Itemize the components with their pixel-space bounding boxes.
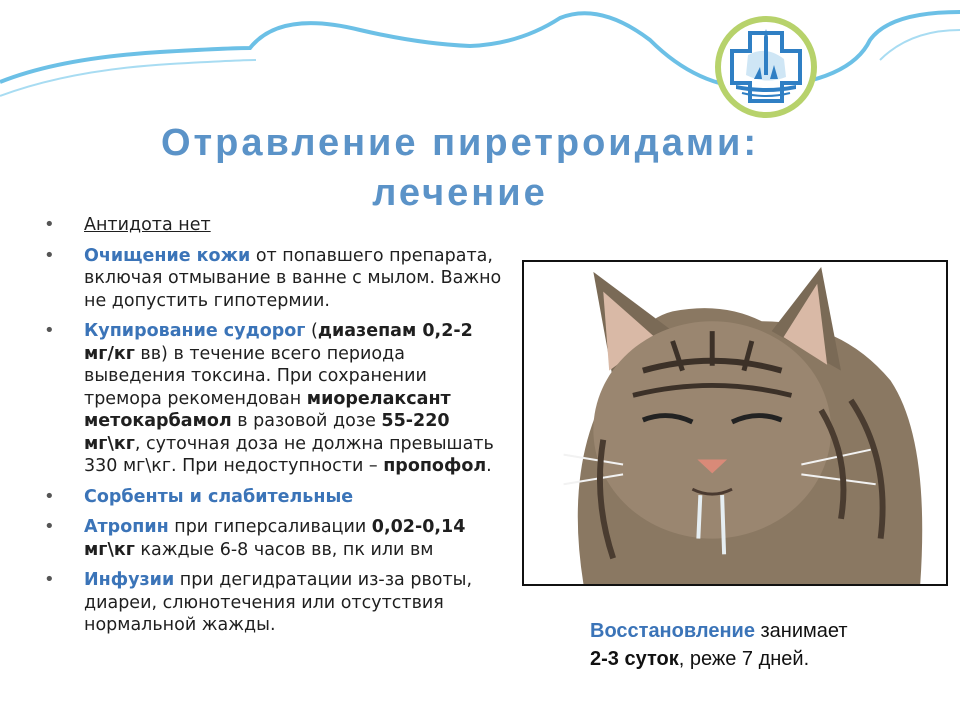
bullet-icon: • <box>44 485 55 507</box>
bullet-text: Антидота нет <box>84 215 211 235</box>
treatment-bullet-list <box>44 214 504 645</box>
bullet-text: каждые 6-8 часов вв, пк или вм <box>134 539 434 560</box>
note-text: занимает <box>754 620 848 642</box>
bullet-text: вв) в течение всего периода выведения токсина. При сохранении тремора рекомендован <box>84 343 427 409</box>
bullet-icon: • <box>44 516 55 537</box>
bullet-text: при гиперсаливации <box>168 517 372 537</box>
bullet-heading: Очищение кожи <box>84 245 251 266</box>
note-bold: 2-3 суток <box>590 648 679 670</box>
page-title <box>60 118 860 218</box>
list-item <box>44 245 504 313</box>
bullet-bold: миорелаксант метокарбамол <box>84 388 451 431</box>
list-item <box>44 320 504 478</box>
note-text: , реже 7 дней. <box>678 648 810 670</box>
bullet-bold: диазепам 0,2-2 мг/кг <box>84 321 473 364</box>
list-item <box>44 516 504 561</box>
recovery-note <box>590 617 930 673</box>
bullet-icon: • <box>44 320 55 341</box>
bullet-heading: Купирование судорог <box>84 321 306 341</box>
title-line-1: Отравление пиретроидами: <box>160 122 760 164</box>
list-item <box>44 486 504 509</box>
bullet-icon: • <box>44 244 55 266</box>
list-item <box>44 214 504 237</box>
bullet-icon: • <box>44 569 55 590</box>
bullet-text: при дегидратации из-за рвоты, диареи, слюнотечения или отсутствия нормальной жажды. <box>84 570 473 635</box>
clinic-cross-logo <box>712 15 820 119</box>
bullet-text: , суточная доза не должна превышать 330 мг\кг. При недоступности – <box>84 433 494 476</box>
note-heading: Восстановление <box>590 620 755 642</box>
bullet-heading: Инфузии <box>84 570 175 590</box>
bullet-text: . <box>486 456 492 476</box>
bullet-heading: Атропин <box>84 517 169 537</box>
bullet-text: в разовой дозе <box>231 411 382 431</box>
list-item <box>44 569 504 637</box>
bullet-text: от попавшего препарата, включая отмывание в ванне с мылом. Важно не допустить гипотермии. <box>84 245 502 311</box>
bullet-heading: Сорбенты и слабительные <box>84 486 354 507</box>
bullet-bold: 0,02-0,14 мг\кг <box>84 517 466 560</box>
bullet-bold: пропофол <box>383 456 487 476</box>
bullet-bold: 55-220 мг\кг <box>84 411 450 454</box>
cat-photo <box>522 260 948 586</box>
title-line-2: лечение <box>372 172 548 214</box>
bullet-text: ( <box>305 321 318 341</box>
bullet-icon: • <box>44 214 55 235</box>
